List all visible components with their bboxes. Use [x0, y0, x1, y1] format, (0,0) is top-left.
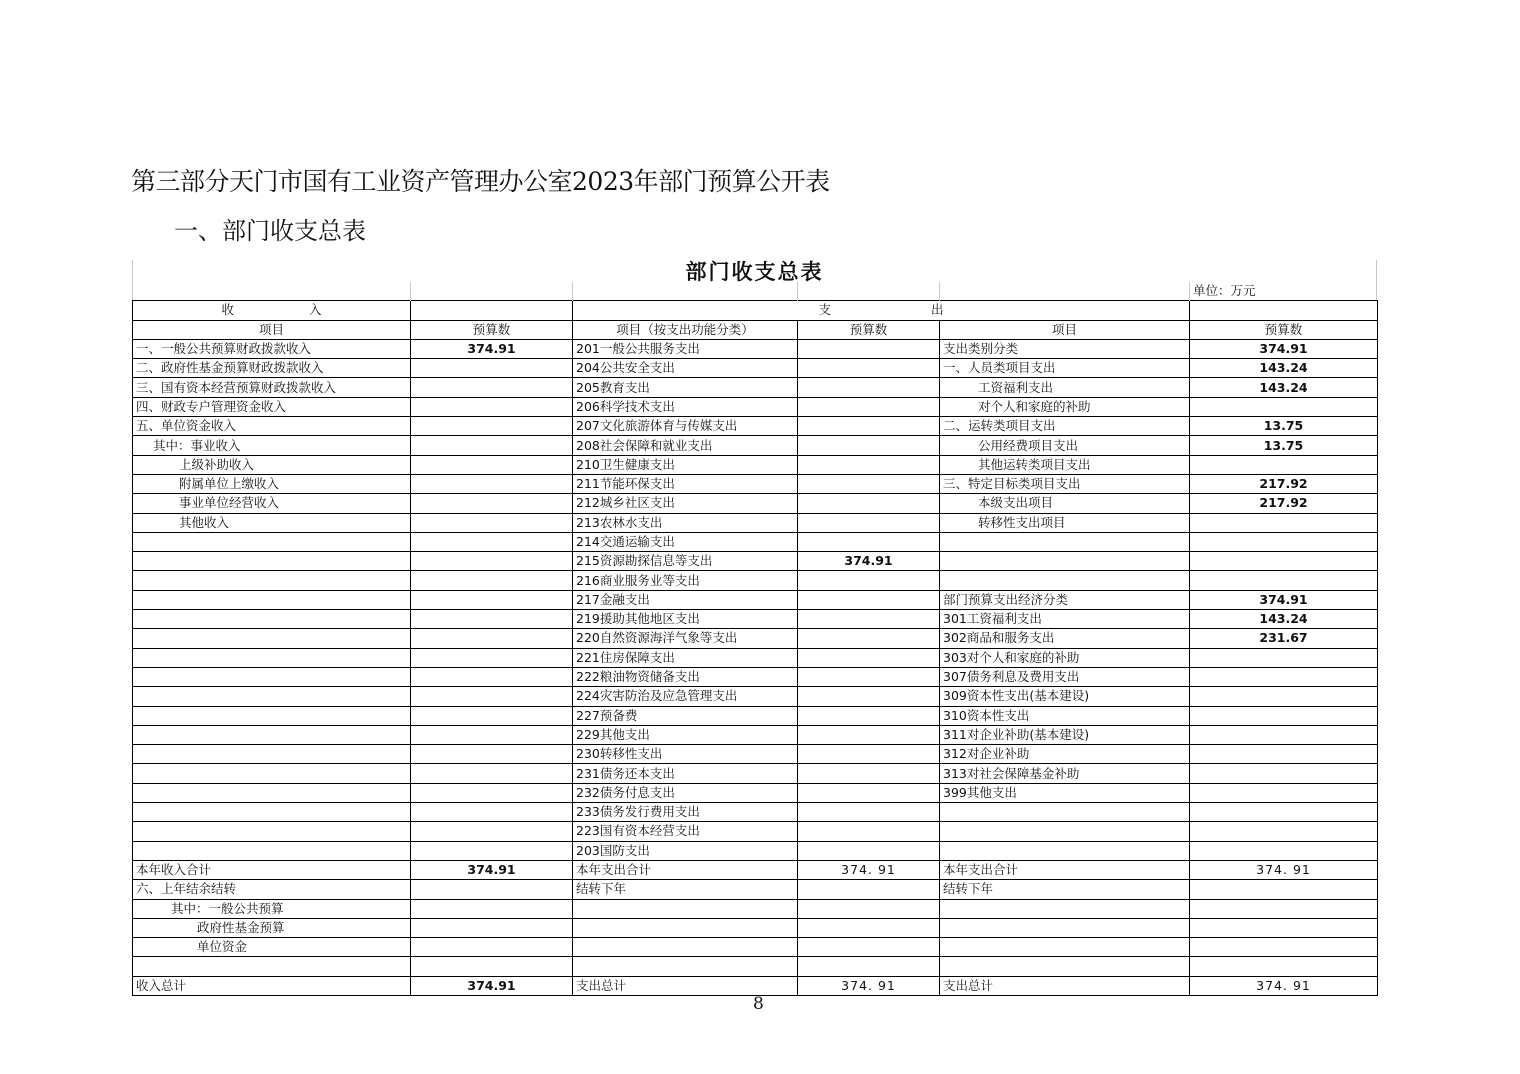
- income-amount-header: 预算数: [411, 320, 573, 339]
- cat-amount-cell: 217.92: [1190, 494, 1378, 513]
- func-amount-cell: [798, 764, 940, 783]
- table-row: [133, 938, 1378, 957]
- func-amount-cell: [798, 938, 940, 957]
- income-amount-cell: [411, 494, 573, 513]
- cat-amount-cell: [1190, 918, 1378, 937]
- income-amount-cell: [411, 590, 573, 609]
- table-row: [133, 822, 1378, 841]
- cat-item-cell: 312对企业补助: [940, 745, 1190, 764]
- table-row: [133, 706, 1378, 725]
- func-amount-cell: [798, 957, 940, 976]
- cat-item-cell: 310资本性支出: [940, 706, 1190, 725]
- cat-amount-cell: [1190, 397, 1378, 416]
- income-item-cell: [133, 822, 411, 841]
- cat-amount-cell: [1190, 455, 1378, 474]
- cat-item-cell: 307债务利息及费用支出: [940, 667, 1190, 686]
- func-item-cell: 223国有资本经营支出: [573, 822, 798, 841]
- func-amount-cell: [798, 783, 940, 802]
- cat-item-cell: [940, 822, 1190, 841]
- func-item-cell: 224灾害防治及应急管理支出: [573, 687, 798, 706]
- table-row: [133, 455, 1378, 474]
- income-amount-cell: [411, 880, 573, 899]
- func-item-cell: 231债务还本支出: [573, 764, 798, 783]
- column-header-row: [133, 320, 1378, 339]
- unit-row: [133, 282, 1378, 301]
- cat-item-cell: 二、运转类项目支出: [940, 417, 1190, 436]
- income-amount-cell: [411, 957, 573, 976]
- cat-item-cell: 本年支出合计: [940, 860, 1190, 879]
- cat-item-cell: 303对个人和家庭的补助: [940, 648, 1190, 667]
- func-amount-cell: [798, 803, 940, 822]
- group-header-row: [133, 301, 1378, 320]
- func-amount-cell: [798, 455, 940, 474]
- table-row: [133, 803, 1378, 822]
- func-item-cell: 本年支出合计: [573, 860, 798, 879]
- table-row: [133, 532, 1378, 551]
- table-row: [133, 378, 1378, 397]
- func-item-cell: 217金融支出: [573, 590, 798, 609]
- func-item-cell: 233债务发行费用支出: [573, 803, 798, 822]
- table-row: [133, 397, 1378, 416]
- table-row: [133, 725, 1378, 744]
- income-amount-cell: 374.91: [411, 860, 573, 879]
- income-item-cell: 附属单位上缴收入: [133, 474, 411, 493]
- func-amount-cell: 374. 91: [798, 860, 940, 879]
- income-amount-cell: [411, 436, 573, 455]
- func-item-cell: 208社会保障和就业支出: [573, 436, 798, 455]
- cat-item-cell: 对个人和家庭的补助: [940, 397, 1190, 416]
- func-item-cell: [573, 957, 798, 976]
- income-amount-cell: [411, 571, 573, 590]
- income-amount-cell: [411, 359, 573, 378]
- func-amount-cell: [798, 359, 940, 378]
- table-row: [133, 764, 1378, 783]
- document-title: 第三部分天门市国有工业资产管理办公室2023年部门预算公开表: [131, 167, 830, 196]
- cat-amount-cell: 374.91: [1190, 590, 1378, 609]
- func-item-cell: 207文化旅游体育与传媒支出: [573, 417, 798, 436]
- cat-amount-cell: [1190, 706, 1378, 725]
- income-item-cell: 其他收入: [133, 513, 411, 532]
- func-amount-cell: [798, 880, 940, 899]
- income-amount-cell: [411, 725, 573, 744]
- table-row: [133, 494, 1378, 513]
- table-row: [133, 687, 1378, 706]
- cat-amount-cell: [1190, 648, 1378, 667]
- cat-item-cell: 311对企业补助(基本建设): [940, 725, 1190, 744]
- expense-group-header: 支 出: [573, 301, 1190, 320]
- income-item-cell: [133, 745, 411, 764]
- income-item-cell: 其中：事业收入: [133, 436, 411, 455]
- func-amount-cell: [798, 494, 940, 513]
- income-amount-cell: 374.91: [411, 339, 573, 358]
- income-amount-cell: [411, 455, 573, 474]
- cat-item-cell: 支出类别分类: [940, 339, 1190, 358]
- income-item-cell: 二、政府性基金预算财政拨款收入: [133, 359, 411, 378]
- func-amount-cell: [798, 513, 940, 532]
- income-amount-cell: [411, 378, 573, 397]
- table-row: [133, 629, 1378, 648]
- func-amount-cell: [798, 629, 940, 648]
- table-row: [133, 339, 1378, 358]
- income-item-cell: 事业单位经营收入: [133, 494, 411, 513]
- cat-item-cell: [940, 938, 1190, 957]
- cat-item-cell: 结转下年: [940, 880, 1190, 899]
- func-item-cell: 216商业服务业等支出: [573, 571, 798, 590]
- func-item-cell: 支出总计: [573, 976, 798, 995]
- func-item-cell: [573, 938, 798, 957]
- income-item-cell: [133, 532, 411, 551]
- income-item-cell: [133, 957, 411, 976]
- cat-item-cell: 309资本性支出(基本建设): [940, 687, 1190, 706]
- income-item-cell: [133, 648, 411, 667]
- income-item-cell: 单位资金: [133, 938, 411, 957]
- income-amount-cell: [411, 706, 573, 725]
- table-row: [133, 571, 1378, 590]
- cat-item-cell: 302商品和服务支出: [940, 629, 1190, 648]
- table-row: [133, 610, 1378, 629]
- func-amount-cell: [798, 918, 940, 937]
- income-item-cell: [133, 552, 411, 571]
- income-amount-cell: [411, 938, 573, 957]
- func-item-cell: 201一般公共服务支出: [573, 339, 798, 358]
- income-item-cell: 本年收入合计: [133, 860, 411, 879]
- func-item-cell: 220自然资源海洋气象等支出: [573, 629, 798, 648]
- cat-item-cell: 其他运转类项目支出: [940, 455, 1190, 474]
- section-title: 一、部门收支总表: [174, 217, 366, 245]
- page-number: 8: [753, 994, 764, 1014]
- cat-item-cell: [940, 803, 1190, 822]
- func-amount-cell: 374.91: [798, 552, 940, 571]
- income-item-cell: [133, 571, 411, 590]
- income-item-cell: [133, 610, 411, 629]
- income-amount-cell: [411, 648, 573, 667]
- cat-amount-cell: [1190, 745, 1378, 764]
- cat-amount-cell: [1190, 725, 1378, 744]
- func-amount-cell: [798, 417, 940, 436]
- func-item-cell: 229其他支出: [573, 725, 798, 744]
- cat-amount-cell: [1190, 764, 1378, 783]
- table-row: [133, 359, 1378, 378]
- func-amount-cell: [798, 474, 940, 493]
- func-amount-cell: [798, 841, 940, 860]
- cat-amount-cell: 13.75: [1190, 417, 1378, 436]
- income-amount-cell: [411, 667, 573, 686]
- func-item-cell: [573, 899, 798, 918]
- income-amount-cell: [411, 629, 573, 648]
- income-item-cell: 三、国有资本经营预算财政拨款收入: [133, 378, 411, 397]
- cat-item-cell: 本级支出项目: [940, 494, 1190, 513]
- func-item-cell: 227预备费: [573, 706, 798, 725]
- func-item-cell: 230转移性支出: [573, 745, 798, 764]
- income-item-cell: 五、单位资金收入: [133, 417, 411, 436]
- func-amount-cell: [798, 648, 940, 667]
- income-item-header: 项目: [133, 320, 411, 339]
- income-amount-cell: [411, 610, 573, 629]
- table-row: [133, 783, 1378, 802]
- income-amount-cell: [411, 417, 573, 436]
- cat-item-cell: [940, 918, 1190, 937]
- cat-amount-cell: 231.67: [1190, 629, 1378, 648]
- income-amount-cell: [411, 918, 573, 937]
- income-amount-cell: [411, 532, 573, 551]
- table-row: [133, 745, 1378, 764]
- cat-amount-cell: [1190, 513, 1378, 532]
- cat-amount-cell: 217.92: [1190, 474, 1378, 493]
- income-amount-cell: [411, 745, 573, 764]
- income-item-cell: [133, 841, 411, 860]
- cat-item-cell: [940, 899, 1190, 918]
- cat-amount-cell: 374. 91: [1190, 860, 1378, 879]
- cat-amount-cell: [1190, 667, 1378, 686]
- cat-item-cell: [940, 571, 1190, 590]
- func-item-cell: 222粮油物资储备支出: [573, 667, 798, 686]
- func-amount-cell: [798, 532, 940, 551]
- cat-item-cell: 399其他支出: [940, 783, 1190, 802]
- income-item-cell: [133, 629, 411, 648]
- income-amount-cell: [411, 513, 573, 532]
- cat-item-cell: 一、人员类项目支出: [940, 359, 1190, 378]
- cat-amount-cell: [1190, 841, 1378, 860]
- table-row: [133, 552, 1378, 571]
- cat-amount-cell: [1190, 880, 1378, 899]
- table-row: [133, 590, 1378, 609]
- table-row: [133, 860, 1378, 879]
- table-row: [133, 880, 1378, 899]
- cat-amount-cell: 143.24: [1190, 378, 1378, 397]
- func-amount-cell: [798, 436, 940, 455]
- income-amount-cell: [411, 803, 573, 822]
- cat-amount-cell: [1190, 822, 1378, 841]
- func-amount-cell: [798, 822, 940, 841]
- func-amount-header: 预算数: [798, 320, 940, 339]
- table-row: [133, 841, 1378, 860]
- func-item-cell: 211节能环保支出: [573, 474, 798, 493]
- func-item-cell: [573, 918, 798, 937]
- cat-item-cell: [940, 532, 1190, 551]
- table-row: [133, 474, 1378, 493]
- func-item-cell: 215资源勘探信息等支出: [573, 552, 798, 571]
- cat-amount-cell: [1190, 532, 1378, 551]
- cat-amount-cell: [1190, 571, 1378, 590]
- income-amount-cell: [411, 474, 573, 493]
- cat-item-cell: 支出总计: [940, 976, 1190, 995]
- cat-amount-cell: [1190, 552, 1378, 571]
- income-item-cell: [133, 764, 411, 783]
- income-item-cell: 收入总计: [133, 976, 411, 995]
- cat-amount-cell: [1190, 899, 1378, 918]
- func-amount-cell: [798, 397, 940, 416]
- func-item-header: 项目（按支出功能分类）: [573, 320, 798, 339]
- unit-label: 单位：万元: [1190, 282, 1378, 301]
- income-item-cell: [133, 667, 411, 686]
- func-amount-cell: [798, 571, 940, 590]
- income-amount-cell: [411, 783, 573, 802]
- table-row: [133, 957, 1378, 976]
- cat-item-cell: 313对社会保障基金补助: [940, 764, 1190, 783]
- cat-amount-cell: 374.91: [1190, 339, 1378, 358]
- cat-item-cell: 公用经费项目支出: [940, 436, 1190, 455]
- cat-amount-cell: 13.75: [1190, 436, 1378, 455]
- cat-item-cell: 工资福利支出: [940, 378, 1190, 397]
- cat-amount-cell: [1190, 687, 1378, 706]
- func-item-cell: 213农林水支出: [573, 513, 798, 532]
- cat-item-cell: [940, 552, 1190, 571]
- income-item-cell: [133, 590, 411, 609]
- cat-amount-cell: 374. 91: [1190, 976, 1378, 995]
- cat-item-cell: [940, 841, 1190, 860]
- cat-amount-cell: [1190, 783, 1378, 802]
- func-amount-cell: [798, 339, 940, 358]
- func-item-cell: 214交通运输支出: [573, 532, 798, 551]
- table-row: [133, 648, 1378, 667]
- income-amount-cell: [411, 822, 573, 841]
- cat-item-cell: 三、特定目标类项目支出: [940, 474, 1190, 493]
- func-amount-cell: [798, 687, 940, 706]
- cat-item-cell: 部门预算支出经济分类: [940, 590, 1190, 609]
- func-amount-cell: [798, 378, 940, 397]
- cat-amount-cell: [1190, 938, 1378, 957]
- cat-amount-cell: [1190, 803, 1378, 822]
- cat-amount-cell: 143.24: [1190, 359, 1378, 378]
- income-item-cell: 一、一般公共预算财政拨款收入: [133, 339, 411, 358]
- func-item-cell: 204公共安全支出: [573, 359, 798, 378]
- income-item-cell: 六、上年结余结转: [133, 880, 411, 899]
- table-row: [133, 976, 1378, 995]
- func-amount-cell: 374. 91: [798, 976, 940, 995]
- func-item-cell: 206科学技术支出: [573, 397, 798, 416]
- table-title: 部门收支总表: [685, 260, 824, 284]
- func-amount-cell: [798, 667, 940, 686]
- func-amount-cell: [798, 899, 940, 918]
- cat-amount-header: 预算数: [1190, 320, 1378, 339]
- func-amount-cell: [798, 610, 940, 629]
- func-item-cell: 212城乡社区支出: [573, 494, 798, 513]
- func-amount-cell: [798, 725, 940, 744]
- cat-item-header: 项目: [940, 320, 1190, 339]
- table-row: [133, 513, 1378, 532]
- income-amount-cell: [411, 552, 573, 571]
- func-item-cell: 232债务付息支出: [573, 783, 798, 802]
- func-amount-cell: [798, 745, 940, 764]
- income-item-cell: 其中：一般公共预算: [133, 899, 411, 918]
- table-row: [133, 667, 1378, 686]
- cat-item-cell: [940, 957, 1190, 976]
- func-amount-cell: [798, 590, 940, 609]
- income-amount-cell: [411, 397, 573, 416]
- func-item-cell: 221住房保障支出: [573, 648, 798, 667]
- cat-item-cell: 转移性支出项目: [940, 513, 1190, 532]
- budget-table: [132, 282, 1378, 996]
- income-item-cell: 四、财政专户管理资金收入: [133, 397, 411, 416]
- income-item-cell: [133, 687, 411, 706]
- income-amount-cell: [411, 899, 573, 918]
- income-amount-cell: 374.91: [411, 976, 573, 995]
- func-item-cell: 203国防支出: [573, 841, 798, 860]
- cat-item-cell: 301工资福利支出: [940, 610, 1190, 629]
- func-item-cell: 219援助其他地区支出: [573, 610, 798, 629]
- func-item-cell: 205教育支出: [573, 378, 798, 397]
- income-item-cell: [133, 783, 411, 802]
- table-row: [133, 417, 1378, 436]
- table-row: [133, 436, 1378, 455]
- income-item-cell: 政府性基金预算: [133, 918, 411, 937]
- income-amount-cell: [411, 687, 573, 706]
- func-amount-cell: [798, 706, 940, 725]
- table-row: [133, 899, 1378, 918]
- income-item-cell: [133, 803, 411, 822]
- func-item-cell: 结转下年: [573, 880, 798, 899]
- cat-amount-cell: [1190, 957, 1378, 976]
- income-item-cell: 上级补助收入: [133, 455, 411, 474]
- cat-amount-cell: 143.24: [1190, 610, 1378, 629]
- income-item-cell: [133, 706, 411, 725]
- income-group-header: 收 入: [133, 301, 411, 320]
- func-item-cell: 210卫生健康支出: [573, 455, 798, 474]
- income-item-cell: [133, 725, 411, 744]
- table-row: [133, 918, 1378, 937]
- income-amount-cell: [411, 764, 573, 783]
- income-amount-cell: [411, 841, 573, 860]
